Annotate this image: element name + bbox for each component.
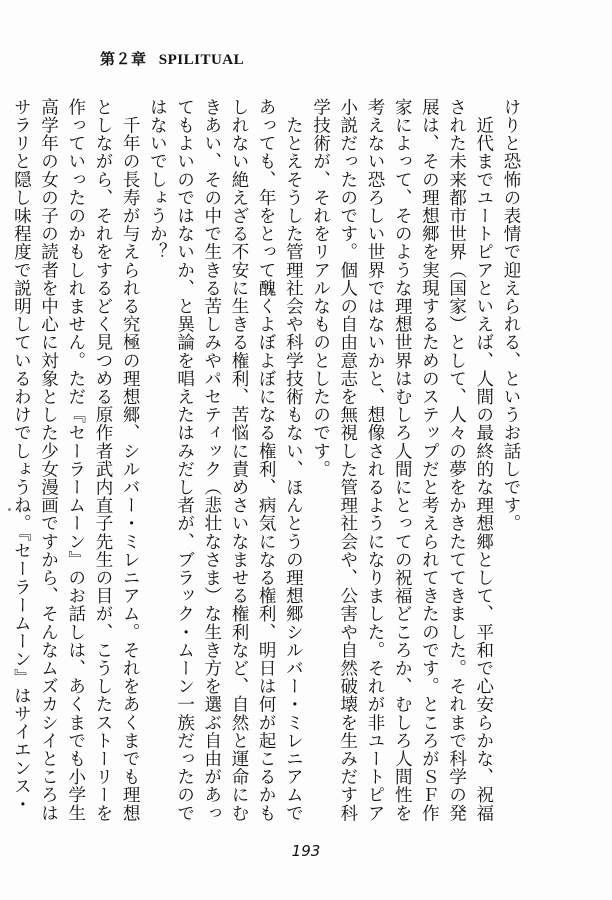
text-line: としながら、それをするどく見つめる原作者武内直子先生の目が、こうしたストーリーを — [92, 98, 113, 822]
text-line: けりと恐怖の表情で迎えられる、というお話しです。 — [501, 98, 521, 533]
scan-artifact — [8, 508, 11, 511]
text-line: しれない絶えざる不安に生きる権利、苦悩に責めさいなませる権利など、自然と運命にむ — [228, 98, 249, 822]
text-line: 学技術が、それをリアルなものとしたのです。 — [310, 98, 331, 479]
text-line: 展は、その理想郷を実現するためのステップだと考えられてきたのです。ところがＳＦ作 — [419, 98, 440, 822]
text-line: たとえそうした管理社会や科学技術もない、ほんとうの理想郷シルバー・ミレニアムで — [283, 98, 304, 822]
page-number: 193 — [291, 842, 321, 860]
text-line: 作っていったのかもしれません。ただ『セーラームーン』のお話しは、あくまでも小学生 — [65, 98, 86, 822]
running-head — [100, 48, 252, 69]
text-line: 小説だったのです。個人の自由意志を無視した管理社会や、公害や自然破壊を生みだす科 — [337, 98, 358, 822]
text-line: きあい、その中で生きる苦しみやパセティック（悲壮なさま）な生き方を選ぶ自由があっ — [201, 98, 222, 822]
chapter-number: 第２章 — [100, 52, 147, 68]
text-line: 高学年の女の子の読者を中心に対象とした少女漫画ですから、そんなムズカシイところは — [38, 98, 59, 822]
text-line: サラリと隠し味程度で説明しているわけでしょうね。『セーラームーン』はサイエンス・ — [11, 98, 32, 814]
text-line: あっても、年をとって醜くよぼよぼになる権利、病気になる権利、明日は何が起こるかも — [256, 98, 277, 822]
text-line: 近代までユートピアといえば、人間の最終的な理想郷として、平和で心安らかな、祝福 — [473, 98, 494, 822]
chapter-title: SPILITUAL — [158, 52, 245, 68]
text-line: はないでしょうか？ — [147, 98, 168, 261]
text-line: 千年の長寿が与えられる究極の理想郷、シルバー・ミレニアム。それをあくまでも理想 — [120, 98, 141, 822]
text-line: 家によって、そのような理想世界はむしろ人間にとっての祝福どころか、むしろ人間性を — [392, 98, 413, 822]
text-line: てもよいのではないか、と異論を唱えたはみだし者が、ブラック・ムーン一族だったので — [174, 98, 195, 822]
text-line: 考えない恐ろしい世界ではないかと、想像されるようになりました。それが非ユートピア — [364, 98, 385, 822]
vertical-body-text — [11, 98, 524, 822]
text-line: された未来都市世界（国家）として、人々の夢をかきたててきました。それまで科学の発 — [446, 98, 467, 822]
